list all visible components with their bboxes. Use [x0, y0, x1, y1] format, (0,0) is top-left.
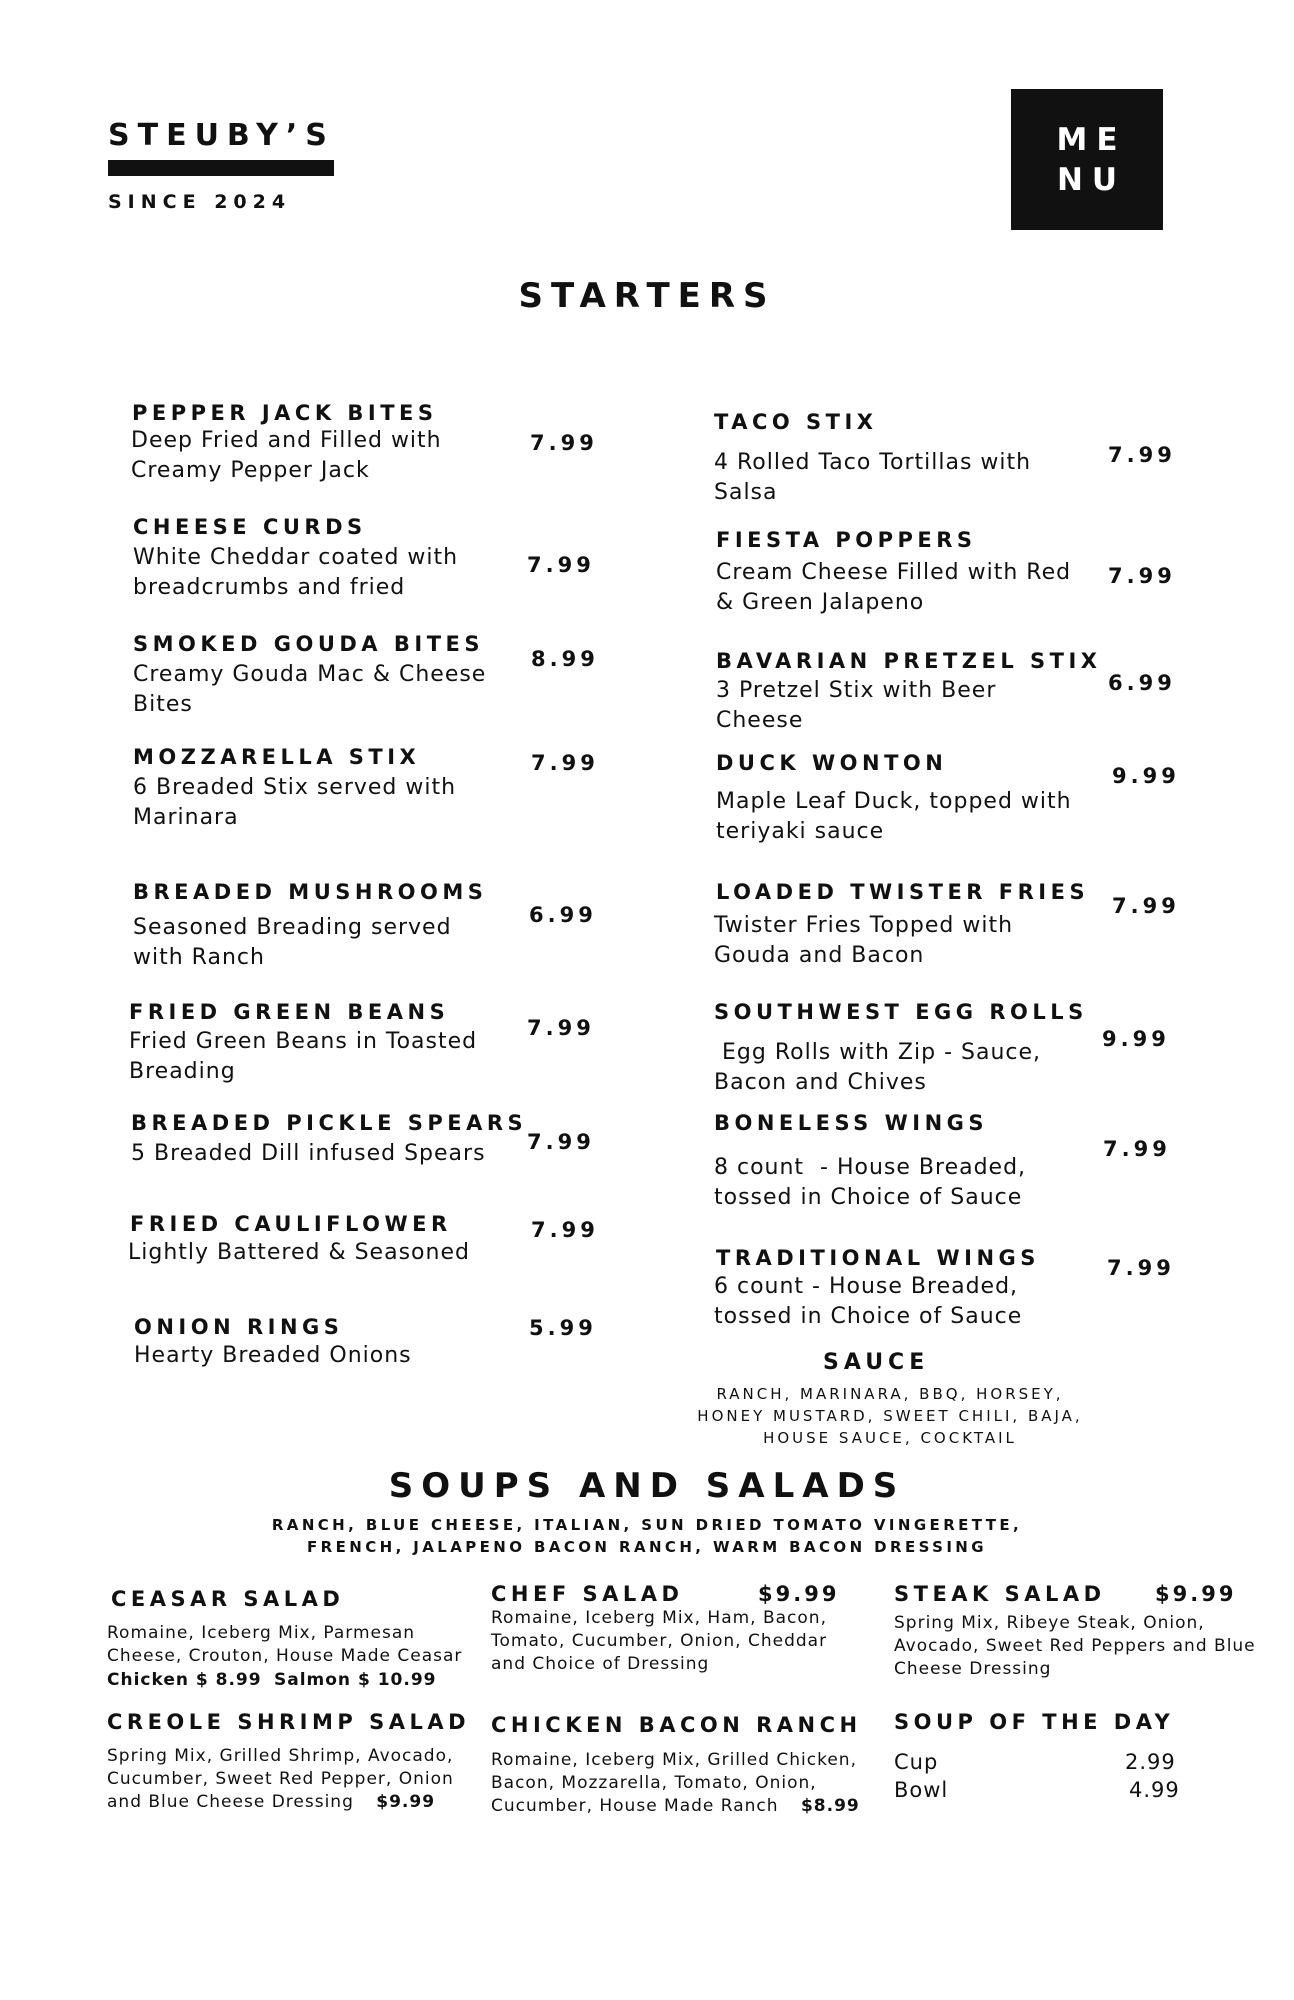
- item-name: BONELESS WINGS: [714, 1111, 989, 1135]
- item-name: LOADED TWISTER FRIES: [716, 880, 1090, 904]
- item-desc: Egg Rolls with Zip - Sauce, Bacon and Chives: [714, 1040, 1050, 1095]
- salad-name: STEAK SALAD: [894, 1582, 1106, 1606]
- item-name: FRIED CAULIFLOWER: [130, 1212, 452, 1236]
- item-price: 7.99: [1108, 564, 1176, 588]
- item-price: 5.99: [529, 1316, 597, 1340]
- item-name: MOZZARELLA STIX: [133, 745, 421, 769]
- sauce-title: SAUCE: [823, 1350, 930, 1375]
- dressings-list: [0, 1514, 1294, 1558]
- menu-badge-line2: NU: [1056, 161, 1127, 198]
- item-name: TRADITIONAL WINGS: [716, 1246, 1040, 1270]
- item-desc: 6 count - House Breaded, tossed in Choice of Sauce: [714, 1274, 1023, 1329]
- salad-price: $8.99: [800, 1796, 860, 1816]
- item-price: 7.99: [1107, 1256, 1175, 1280]
- soups-salads-title: SOUPS AND SALADS: [388, 1466, 906, 1506]
- salad-price-chicken: Chicken $ 8.99: [107, 1670, 262, 1690]
- item-desc: Seasoned Breading served with Ranch: [133, 915, 452, 970]
- item-name: TACO STIX: [714, 410, 878, 434]
- item-name: PEPPER JACK BITES: [132, 401, 438, 425]
- soup-cup-label: Cup: [894, 1750, 939, 1774]
- salad-name: CHEF SALAD: [491, 1582, 684, 1606]
- item-price: 9.99: [1112, 764, 1180, 788]
- item-price: 9.99: [1102, 1027, 1170, 1051]
- item-desc: Hearty Breaded Onions: [134, 1343, 412, 1368]
- item-price: 7.99: [1112, 894, 1180, 918]
- item-price: 7.99: [530, 431, 598, 455]
- soup-name: SOUP OF THE DAY: [894, 1710, 1175, 1734]
- item-price: 7.99: [1103, 1137, 1171, 1161]
- item-price: 8.99: [531, 647, 599, 671]
- starters-title: STARTERS: [518, 276, 776, 316]
- salad-desc: [107, 1745, 467, 1814]
- item-price: 7.99: [531, 1218, 599, 1242]
- item-name: ONION RINGS: [134, 1315, 344, 1339]
- item-price: 7.99: [1108, 443, 1176, 467]
- item-desc: 5 Breaded Dill infused Spears: [131, 1141, 486, 1166]
- salad-desc: Romaine, Iceberg Mix, Ham, Bacon, Tomato, Cucumber, Onion, Cheddar and Choice of Dressing: [491, 1608, 828, 1674]
- dressings-line-2: FRENCH, JALAPENO BACON RANCH, WARM BACON DRESSING: [307, 1538, 987, 1556]
- item-desc: Fried Green Beans in Toasted Breading: [129, 1029, 478, 1084]
- item-name: CHEESE CURDS: [133, 515, 367, 539]
- dressings-line-1: RANCH, BLUE CHEESE, ITALIAN, SUN DRIED TOMATO VINGERETTE,: [271, 1516, 1023, 1534]
- salad-price-salmon: Salmon $ 10.99: [274, 1670, 437, 1690]
- item-desc: 3 Pretzel Stix with Beer Cheese: [716, 678, 997, 733]
- item-desc: Cream Cheese Filled with Red & Green Jalapeno: [716, 560, 1072, 615]
- item-name: DUCK WONTON: [716, 751, 948, 775]
- salad-desc: [491, 1749, 861, 1818]
- item-desc: Maple Leaf Duck, topped with teriyaki sauce: [716, 789, 1072, 844]
- item-price: 7.99: [527, 553, 595, 577]
- item-name: BREADED MUSHROOMS: [133, 880, 488, 904]
- soup-bowl-label: Bowl: [894, 1778, 949, 1802]
- item-name: FIESTA POPPERS: [716, 528, 977, 552]
- item-price: 7.99: [527, 1016, 595, 1040]
- item-name: FRIED GREEN BEANS: [129, 1000, 450, 1024]
- item-desc: Deep Fried and Filled with Creamy Pepper Jack: [131, 428, 442, 483]
- item-name: SOUTHWEST EGG ROLLS: [714, 1000, 1088, 1024]
- salad-name: CEASAR SALAD: [111, 1587, 345, 1611]
- item-name: SMOKED GOUDA BITES: [133, 632, 484, 656]
- item-desc: 4 Rolled Taco Tortillas with Salsa: [714, 450, 1032, 505]
- menu-badge-line1: ME: [1056, 121, 1127, 158]
- salad-price: $9.99: [376, 1792, 436, 1812]
- salad-desc-text: Spring Mix, Grilled Shrimp, Avocado, Cucumber, Sweet Red Pepper, Onion and Blue Cheese Dressing: [107, 1746, 454, 1812]
- item-desc: Twister Fries Topped with Gouda and Bacon: [714, 913, 1014, 968]
- item-price: 7.99: [531, 751, 599, 775]
- item-price: 6.99: [1108, 671, 1176, 695]
- soup-bowl-price: 4.99: [1129, 1778, 1180, 1802]
- item-name: BAVARIAN PRETZEL STIX: [716, 649, 1102, 673]
- salad-desc: Spring Mix, Ribeye Steak, Onion, Avocado, Sweet Red Peppers and Blue Cheese Dressing: [894, 1613, 1256, 1679]
- item-price: 7.99: [527, 1130, 595, 1154]
- soup-cup-price: 2.99: [1125, 1750, 1176, 1774]
- menu-badge: [1011, 89, 1163, 230]
- item-desc: 6 Breaded Stix served with Marinara: [133, 775, 457, 830]
- since-tagline: SINCE 2024: [108, 191, 292, 213]
- salad-name: CHICKEN BACON RANCH: [491, 1713, 862, 1737]
- salad-price: $9.99: [758, 1582, 840, 1606]
- item-price: 6.99: [529, 903, 597, 927]
- salad-desc: Romaine, Iceberg Mix, Parmesan Cheese, Crouton, House Made Ceasar: [107, 1623, 463, 1666]
- item-desc: 8 count - House Breaded, tossed in Choice of Sauce: [714, 1155, 1035, 1210]
- brand-underline: [108, 160, 334, 176]
- brand-name: STEUBY’S: [108, 118, 335, 153]
- item-name: BREADED PICKLE SPEARS: [131, 1111, 528, 1135]
- item-desc: White Cheddar coated with breadcrumbs and fried: [133, 545, 459, 600]
- salad-price: $9.99: [1155, 1582, 1237, 1606]
- item-desc: Creamy Gouda Mac & Cheese Bites: [133, 662, 487, 717]
- item-desc: Lightly Battered & Seasoned: [128, 1240, 470, 1265]
- salad-name: CREOLE SHRIMP SALAD: [107, 1710, 471, 1734]
- salad-desc-text: Romaine, Iceberg Mix, Grilled Chicken, Bacon, Mozzarella, Tomato, Onion, Cucumber, House Made Ranch: [491, 1750, 857, 1816]
- sauce-list: RANCH, MARINARA, BBQ, HORSEY, HONEY MUSTARD, SWEET CHILI, BAJA, HOUSE SAUCE, COCKTAIL: [697, 1385, 1083, 1447]
